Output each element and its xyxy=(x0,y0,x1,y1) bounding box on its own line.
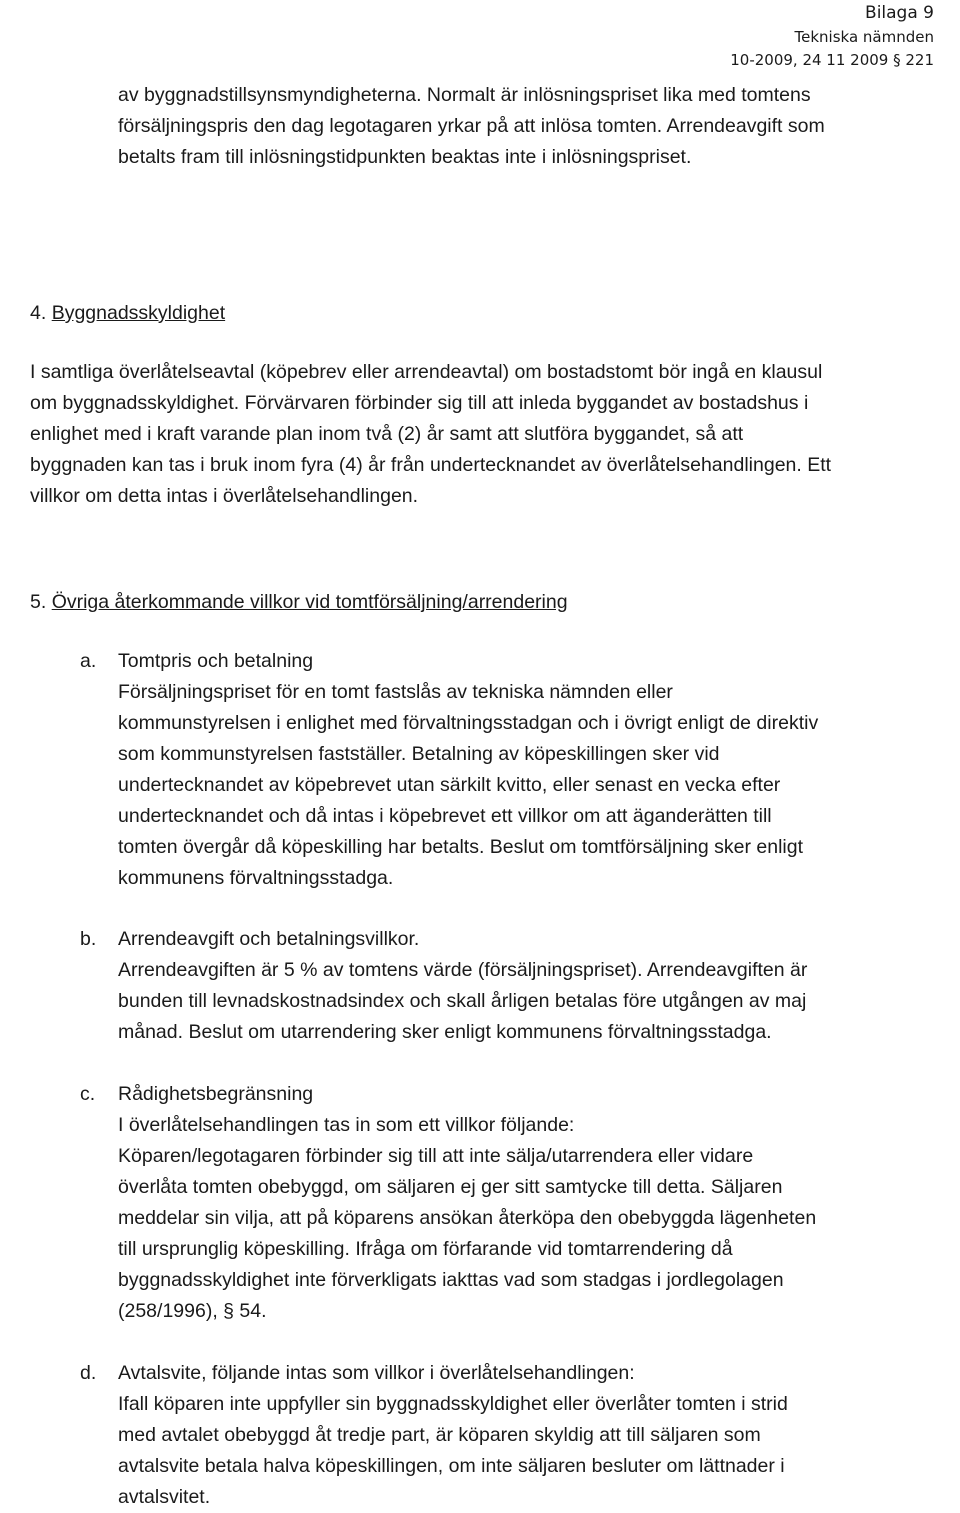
text-line: kommunstyrelsen i enlighet med förvaltningsstadgan och i övrigt enligt de direktiv xyxy=(118,712,819,734)
text-line: till ursprunglig köpeskilling. Ifråga om förfarande vid tomtarrendering då xyxy=(118,1238,733,1260)
section-5-items xyxy=(0,646,960,1513)
item-body xyxy=(118,646,948,894)
list-item-c xyxy=(0,1079,960,1327)
text-line: bunden till levnadskostnadsindex och skall årligen betalas före utgången av maj xyxy=(118,990,807,1012)
text-line: byggnadsskyldighet inte förverkligats iakttas vad som stadgas i jordlegolagen xyxy=(118,1269,784,1291)
item-marker: c. xyxy=(80,1083,96,1105)
item-marker: b. xyxy=(80,928,97,950)
item-marker: a. xyxy=(80,650,97,672)
text-line: (258/1996), § 54. xyxy=(118,1300,267,1322)
text-line: Arrendeavgiften är 5 % av tomtens värde (försäljningspriset). Arrendeavgiften är xyxy=(118,959,808,981)
text-line: Försäljningspriset för en tomt fastslås av tekniska nämnden eller xyxy=(118,681,673,703)
text-line: undertecknandet av köpebrevet utan särkilt kvitto, eller senast en vecka efter xyxy=(118,774,781,796)
text-line: betalts fram till inlösningstidpunkten beaktas inte i inlösningspriset. xyxy=(118,146,692,168)
text-line: Köparen/legotagaren förbinder sig till att inte sälja/utarrendera eller vidare xyxy=(118,1145,754,1167)
list-item-b xyxy=(0,924,960,1048)
item-body xyxy=(118,1079,948,1327)
text-line: kommunens förvaltningsstadga. xyxy=(118,867,394,889)
item-title: Tomtpris och betalning xyxy=(118,650,314,672)
text-line: försäljningspris den dag legotagaren yrkar på att inlösa tomten. Arrendeavgift som xyxy=(118,115,825,137)
text-line: som kommunstyrelsen fastställer. Betalning av köpeskillingen sker vid xyxy=(118,743,720,765)
text-line: avtalsvitet. xyxy=(118,1486,211,1508)
text-line: byggnaden kan tas i bruk inom fyra (4) år från undertecknandet av överlåtelsehandlingen. Ett xyxy=(30,454,832,476)
item-marker: d. xyxy=(80,1362,97,1384)
document-body xyxy=(118,80,948,173)
text-line: överlåta tomten obebyggd, om säljaren ej ger sitt samtycke till detta. Säljaren xyxy=(118,1176,783,1198)
section-4 xyxy=(30,298,950,512)
section-5-title: Övriga återkommande villkor vid tomtförsäljning/arrendering xyxy=(51,591,568,613)
section-4-number: 4. xyxy=(30,302,47,324)
text-line: avtalsvite betala halva köpeskillingen, om inte säljaren besluter om lättnader i xyxy=(118,1455,785,1477)
committee-name: Tekniska nämnden xyxy=(794,28,934,46)
text-line: Ifall köparen inte uppfyller sin byggnadsskyldighet eller överlåter tomten i strid xyxy=(118,1393,788,1415)
text-line: meddelar sin vilja, att på köparens ansökan återköpa den obebyggda lägenheten xyxy=(118,1207,817,1229)
item-title: Avtalsvite, följande intas som villkor i överlåtelsehandlingen: xyxy=(118,1362,635,1384)
item-body xyxy=(118,924,948,1048)
meeting-reference: 10-2009, 24 11 2009 § 221 xyxy=(730,51,934,69)
list-item-d xyxy=(0,1358,960,1513)
text-line: undertecknandet och då intas i köpebrevet ett villkor om att äganderätten till xyxy=(118,805,772,827)
section-5-number: 5. xyxy=(30,591,47,613)
text-line: av byggnadstillsynsmyndigheterna. Normalt är inlösningspriset lika med tomtens xyxy=(118,84,811,106)
text-line: med avtalet obebyggd åt tredje part, är köparen skyldig att till säljaren som xyxy=(118,1424,761,1446)
item-body xyxy=(118,1358,948,1513)
list-item-a xyxy=(0,646,960,894)
section-4-title-row xyxy=(30,298,950,329)
section-5 xyxy=(30,587,950,618)
text-line: tomten övergår då köpeskilling har betalts. Beslut om tomtförsäljning sker enligt xyxy=(118,836,804,858)
appendix-label: Bilaga 9 xyxy=(865,3,934,23)
text-line: om byggnadsskyldighet. Förvärvaren förbinder sig till att inleda byggandet av bostadshus i xyxy=(30,392,809,414)
page-header xyxy=(730,0,934,72)
section-4-body xyxy=(30,357,950,512)
section-4-title: Byggnadsskyldighet xyxy=(51,302,226,324)
text-line: villkor om detta intas i överlåtelsehandlingen. xyxy=(30,485,419,507)
item-title: Rådighetsbegränsning xyxy=(118,1083,314,1105)
text-line: enlighet med i kraft varande plan inom två (2) år samt att slutföra byggandet, så att xyxy=(30,423,744,445)
text-line: I samtliga överlåtelseavtal (köpebrev eller arrendeavtal) om bostadstomt bör ingå en klausul xyxy=(30,361,823,383)
intro-paragraph xyxy=(118,80,948,173)
item-title: Arrendeavgift och betalningsvillkor. xyxy=(118,928,420,950)
text-line: månad. Beslut om utarrendering sker enligt kommunens förvaltningsstadga. xyxy=(118,1021,772,1043)
section-5-title-row xyxy=(30,587,950,618)
text-line: I överlåtelsehandlingen tas in som ett villkor följande: xyxy=(118,1114,575,1136)
